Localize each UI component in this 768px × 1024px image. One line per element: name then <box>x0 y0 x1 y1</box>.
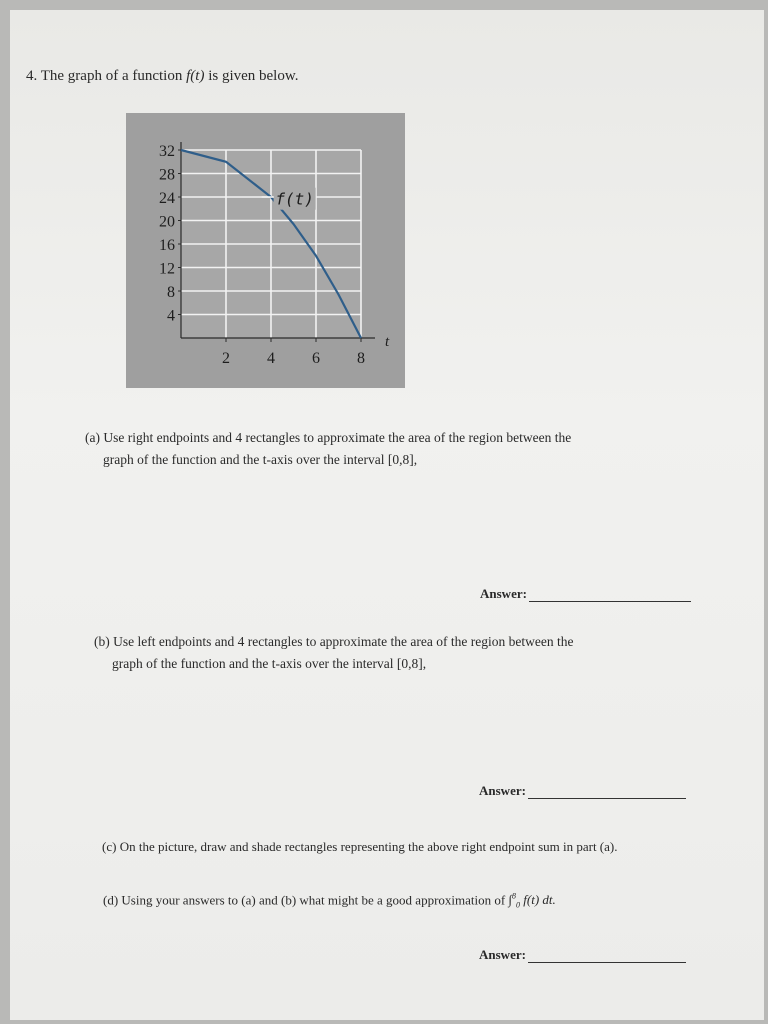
part-b-line1: Use left endpoints and 4 rectangles to approximate the area of the region between the <box>113 634 574 649</box>
y-tick-label: 16 <box>159 237 175 254</box>
function-name: f(t) <box>186 68 205 84</box>
part-a-line2: graph of the function and the t-axis over the interval [0,8], <box>103 452 418 467</box>
part-a-line1: Use right endpoints and 4 rectangles to approximate the area of the region between the <box>103 430 572 445</box>
y-tick-label: 8 <box>167 284 175 301</box>
part-c-text: On the picture, draw and shade rectangles representing the above right endpoint sum in part (a). <box>119 839 618 854</box>
answer-b <box>479 783 686 799</box>
answer-a-label: Answer: <box>480 586 527 601</box>
integral-lower: 0 <box>516 900 521 910</box>
x-tick-label: 8 <box>357 350 365 367</box>
answer-d-label: Answer: <box>479 947 526 962</box>
y-tick-label: 20 <box>159 213 175 231</box>
part-d-label: (d) <box>103 892 119 908</box>
problem-intro: The graph of a function <box>40 68 183 84</box>
integrand: f(t) dt. <box>523 892 556 908</box>
part-a <box>85 427 571 471</box>
integral-expression: ∫$^8_0$ f(t) dt. <box>508 892 556 910</box>
problem-intro-end: is given below. <box>208 68 299 84</box>
part-c <box>102 836 618 858</box>
answer-a-blank[interactable] <box>529 601 691 602</box>
problem-statement <box>26 68 298 85</box>
answer-b-label: Answer: <box>479 783 526 798</box>
x-tick-label: 2 <box>222 350 230 367</box>
answer-d-blank[interactable] <box>528 962 686 963</box>
part-c-label: (c) <box>102 839 117 854</box>
part-b-line2: graph of the function and the t-axis over the interval [0,8], <box>112 656 427 671</box>
y-tick-label: 28 <box>159 166 175 184</box>
answer-d <box>479 947 686 963</box>
curve-label: f(t) <box>275 189 314 209</box>
y-tick-label: 32 <box>159 143 175 160</box>
part-a-label: (a) <box>85 430 100 445</box>
part-d <box>103 886 556 917</box>
x-axis-label: t <box>385 334 390 350</box>
function-graph <box>126 113 405 388</box>
x-tick-label: 4 <box>267 350 275 367</box>
integral-upper: 8 <box>512 892 517 901</box>
part-d-text: Using your answers to (a) and (b) what might be a good approximation of <box>121 892 506 908</box>
answer-b-blank[interactable] <box>528 798 686 799</box>
y-tick-label: 12 <box>159 260 175 278</box>
answer-a <box>480 586 691 602</box>
graph-svg <box>126 113 405 388</box>
x-tick-label: 6 <box>312 350 320 367</box>
part-b <box>94 631 573 675</box>
y-tick-label: 4 <box>167 307 175 325</box>
y-tick-label: 24 <box>159 190 175 207</box>
part-b-label: (b) <box>94 634 110 649</box>
problem-number: 4. <box>26 68 38 84</box>
